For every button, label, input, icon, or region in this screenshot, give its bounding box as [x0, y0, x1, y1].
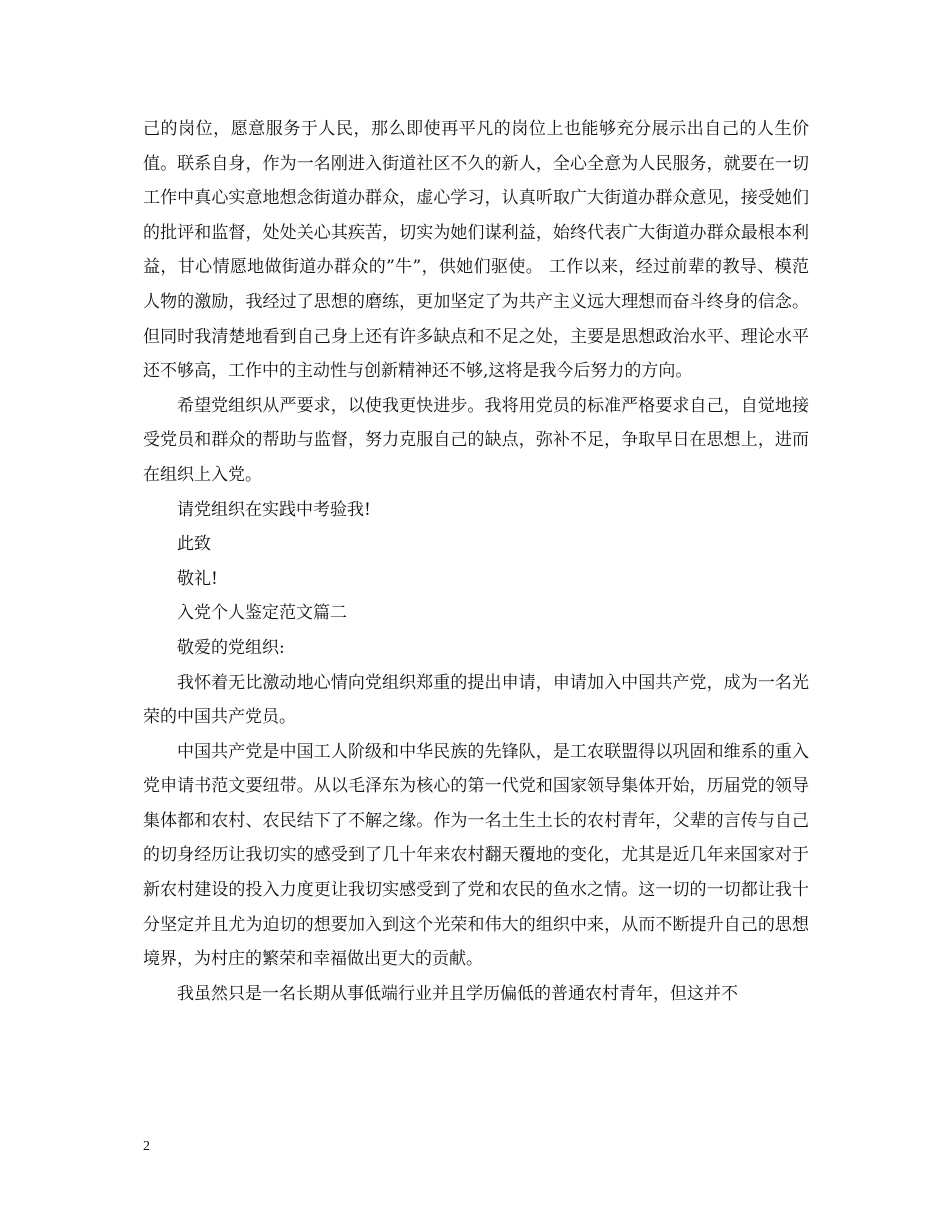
salutation: 敬爱的党组织:	[177, 637, 285, 658]
paragraph-9: 中国共产党是中国工人阶级和中华民族的先锋队，是工农联盟得以巩固和维系的重入党申请书范文要纽带。从以毛泽东为核心的第一代党和国家领导集体开始，历届党的领导集体都和农村、农民结下了不解之缘。作为一名土生土长的农村青年，父辈的言传与自己的切身经历让我切实的感受到了几十年来农村翻天覆地的变化，尤其是近几年来国家对于新农村建设的投入力度更让我切实感受到了党和农民的鱼水之情。这一切的一切都让我十分坚定并且尤为迫切的想要加入到这个光荣和伟大的组织中来，从而不断提升自己的思想境界，为村庄的繁荣和幸福做出更大的贡献。	[143, 741, 809, 970]
paragraph-1: 己的岗位，愿意服务于人民，那么即使再平凡的岗位上也能够充分展示出自己的人生价值。联系自身，作为一名刚进入街道社区不久的新人，全心全意为人民服务，就要在一切工作中真心实意地想念街道办群众，虚心学习，认真听取广大街道办群众意见，接受她们的批评和监督，处处关心其疾苦，切实为她们谋利益，始终代表广大街道办群众最根本利益，甘心情愿地做街道办群众的”牛”，供她们驱使。 工作以来，经过前辈的教导、模范人物的激励，我经过了思想的磨练，更加坚定了为共产主义远大理想而奋斗终身的信念。但同时我清楚地看到自己身上还有许多缺点和不足之处，主要是思想政治水平、理论水平还不够高，工作中的主动性与创新精神还不够,这将是我今后努力的方向。	[143, 119, 809, 382]
paragraph-5: 敬礼!	[177, 568, 218, 589]
paragraph-3: 请党组织在实践中考验我!	[177, 499, 371, 520]
paragraph-2: 希望党组织从严要求，以使我更快进步。我将用党员的标准严格要求自己，自觉地接受党员和群众的帮助与监督，努力克服自己的缺点，弥补不足，争取早日在思想上，进而在组织上入党。	[143, 395, 809, 485]
document-body	[143, 112, 809, 1011]
paragraph-10: 我虽然只是一名长期从事低端行业并且学历偏低的普通农村青年，但这并不	[177, 983, 738, 1004]
section-heading: 入党个人鉴定范文篇二	[177, 603, 347, 624]
paragraph-8: 我怀着无比激动地心情向党组织郑重的提出申请，申请加入中国共产党，成为一名光荣的中国共产党员。	[143, 672, 809, 728]
page-number: 2	[143, 1139, 150, 1154]
paragraph-4: 此致	[177, 534, 211, 555]
